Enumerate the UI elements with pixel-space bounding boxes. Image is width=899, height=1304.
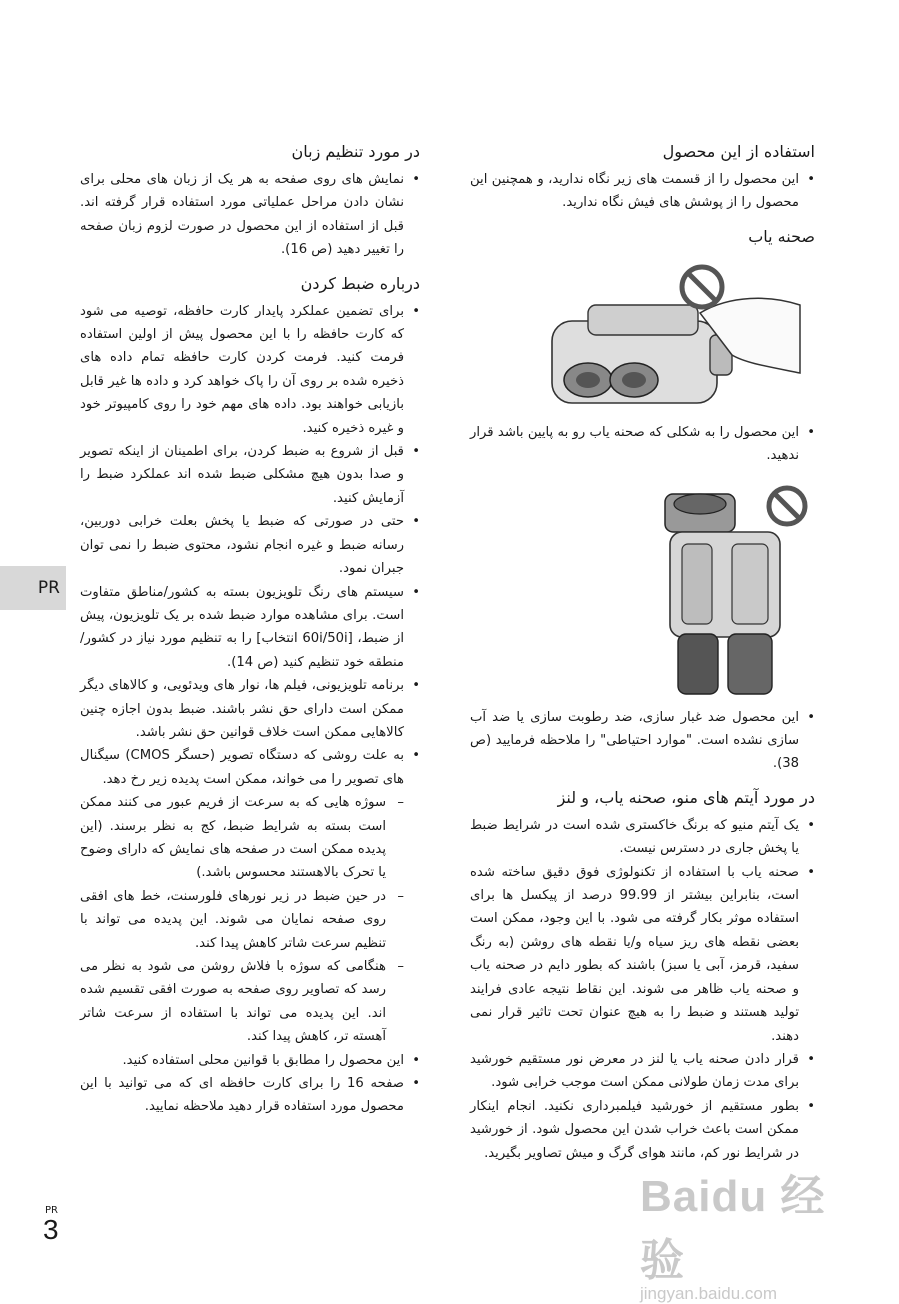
bullet-item: • قرار دادن صحنه یاب یا لنز در معرض نور مستقیم خورشید برای مدت زمان طولانی ممکن است موجب خرابی شود. xyxy=(470,1048,815,1095)
page-language-code: PR xyxy=(45,1205,58,1216)
binocular-hand-illustration xyxy=(470,255,815,415)
bullet-item: • صفحه 16 را برای کارت حافظه ای که می توانید با این محصول مورد استفاده قرار دهید ملاحظه نمایید. xyxy=(80,1072,420,1119)
dash-item: – هنگامی که سوژه با فلاش روشن می شود به نظر می رسد که تصاویر روی صفحه به صورت افقی تقسیم شده اند. این پدیده می تواند با استفاده از سرعت شاتر آهسته تر، کاهش پیدا کند. xyxy=(80,955,420,1049)
bullet-item: • نمایش های روی صفحه به هر یک از زبان های محلی برای نشان دادن مراحل عملیاتی مورد استفاده قرار گرفته اند. قبل از استفاده از این محصول در صورت لزوم زبان صفحه را تغییر دهید (ص 16). xyxy=(80,168,420,262)
heading-viewfinder: صحنه یاب xyxy=(748,226,815,246)
right-column xyxy=(470,140,815,1165)
watermark-url: jingyan.baidu.com xyxy=(640,1284,778,1303)
bullet-item: • این محصول ضد غبار سازی، ضد رطوبت سازی یا ضد آب سازی نشده است. "موارد احتیاطی" را ملاحظه فرمایید (ص 38). xyxy=(470,706,815,776)
binocular-upright-illustration xyxy=(470,474,815,700)
heading-menu-viewfinder-lens: در مورد آیتم های منو، صحنه یاب، و لنز xyxy=(557,787,815,807)
heading-using-product: استفاده از این محصول xyxy=(662,142,815,161)
watermark xyxy=(640,1160,870,1303)
bullet-item: • این محصول را از قسمت های زیر نگاه ندارید، و همچنین این محصول را از پوشش های فیش نگاه ندارید. xyxy=(470,168,815,215)
bullet-item: • قبل از شروع به ضبط کردن، برای اطمینان از اینکه تصویر و صدا بدون هیچ مشکلی ضبط شده اند عملکرد ضبط را آزمایش کنید. xyxy=(80,440,420,510)
left-column xyxy=(80,140,420,1119)
bullet-item: • به علت روشی که دستگاه تصویر (حسگر CMOS) سیگنال های تصویر را می خواند، ممکن است پدیده زیر رخ دهد. xyxy=(80,744,420,791)
dash-item: – سوژه هایی که به سرعت از فریم عبور می کنند ممکن است بسته به شرایط ضبط، کج به نظر برسند. (این پدیده ممکن است در صفحه های نمایش که دارای وضوح یا تحرک بالاهستند محسوس باشد.) xyxy=(80,791,420,885)
watermark-logo: Baidu 经验 xyxy=(640,1172,826,1285)
bullet-item: • این محصول را مطابق با قوانین محلی استفاده کنید. xyxy=(80,1049,420,1072)
bullet-item: • یک آیتم منیو که برنگ خاکستری شده است در شرایط ضبط یا پخش جاری در دسترس نیست. xyxy=(470,814,815,861)
bullet-item: • سیستم های رنگ تلویزیون بسته به کشور/مناطق متفاوت است. برای مشاهده موارد ضبط شده بر یک تلویزیون، پیش از ضبط، [60i/50i انتخاب] را به تنظیم مورد نیاز در کشور/منطقه خود تنظیم کنید (ص 14). xyxy=(80,581,420,675)
illustration-upside-down-binocular xyxy=(470,474,815,700)
heading-recording: درباره ضبط کردن xyxy=(300,273,420,293)
bullet-item: • برنامه تلویزیونی، فیلم ها، نوار های ویدئویی، و کالاهای دیگر ممکن است دارای حق نشر باشند. ضبط بدون اجازه چنین کالاهایی ممکن است خلاف قوانین حق نشر باشد. xyxy=(80,674,420,744)
language-tab-label: PR xyxy=(37,578,60,598)
language-tab xyxy=(0,566,66,610)
bullet-item: • برای تضمین عملکرد پایدار کارت حافظه، توصیه می شود که کارت حافظه را با این محصول پیش از اولین استفاده فرمت کنید. فرمت کردن کارت حافظه تمام داده های ذخیره شده بر روی آن را پاک خواهد کرد و داده ها غیر قابل بازیابی خواهند بود. داده های مهم خود را روی کامپیوتر خود و غیره ذخیره کنید. xyxy=(80,300,420,440)
page-number: 3 xyxy=(43,1214,59,1245)
illustration-hand-held-binocular xyxy=(470,255,815,415)
bullet-item: • حتی در صورتی که ضبط یا پخش بعلت خرابی دوربین، رسانه ضبط و غیره انجام نشود، محتوی ضبط را نمی توان جبران نمود. xyxy=(80,510,420,580)
dash-item: – در حین ضبط در زیر نورهای فلورسنت، خط های افقی روی صفحه نمایان می شوند. این پدیده می تواند با تنظیم سرعت شاتر کاهش پیدا کند. xyxy=(80,885,420,955)
heading-language-setting: در مورد تنظیم زبان xyxy=(291,142,420,161)
bullet-item: • صحنه یاب با استفاده از تکنولوژی فوق دقیق ساخته شده است، بنابراین بیشتر از 99.99 درصد از پیکسل ها برای استفاده موثر بکار گرفته می شود. با این وجود، ممکن است بعضی نقطه های ریز سیاه و/یا نقطه های روشن (به رنگ سفید، قرمز، آبی یا سبز) باشند که بطور دایم در صحنه یاب و صحنه یاب ظاهر می شوند. این نقاط نتیجه عادی فرایند تولید هستند و ضبط را به هیچ عنوان تحت تاثیر قرار نمی دهند. xyxy=(470,861,815,1048)
bullet-item: • بطور مستقیم از خورشید فیلمبرداری نکنید. انجام اینکار ممکن است باعث خراب شدن این محصول شود. از خورشید در شرایط نور کم، مانند هوای گرگ و میش تصاویر بگیرید. xyxy=(470,1095,815,1165)
bullet-item: • این محصول را به شکلی که صحنه یاب رو به پایین باشد قرار ندهید. xyxy=(470,421,815,468)
